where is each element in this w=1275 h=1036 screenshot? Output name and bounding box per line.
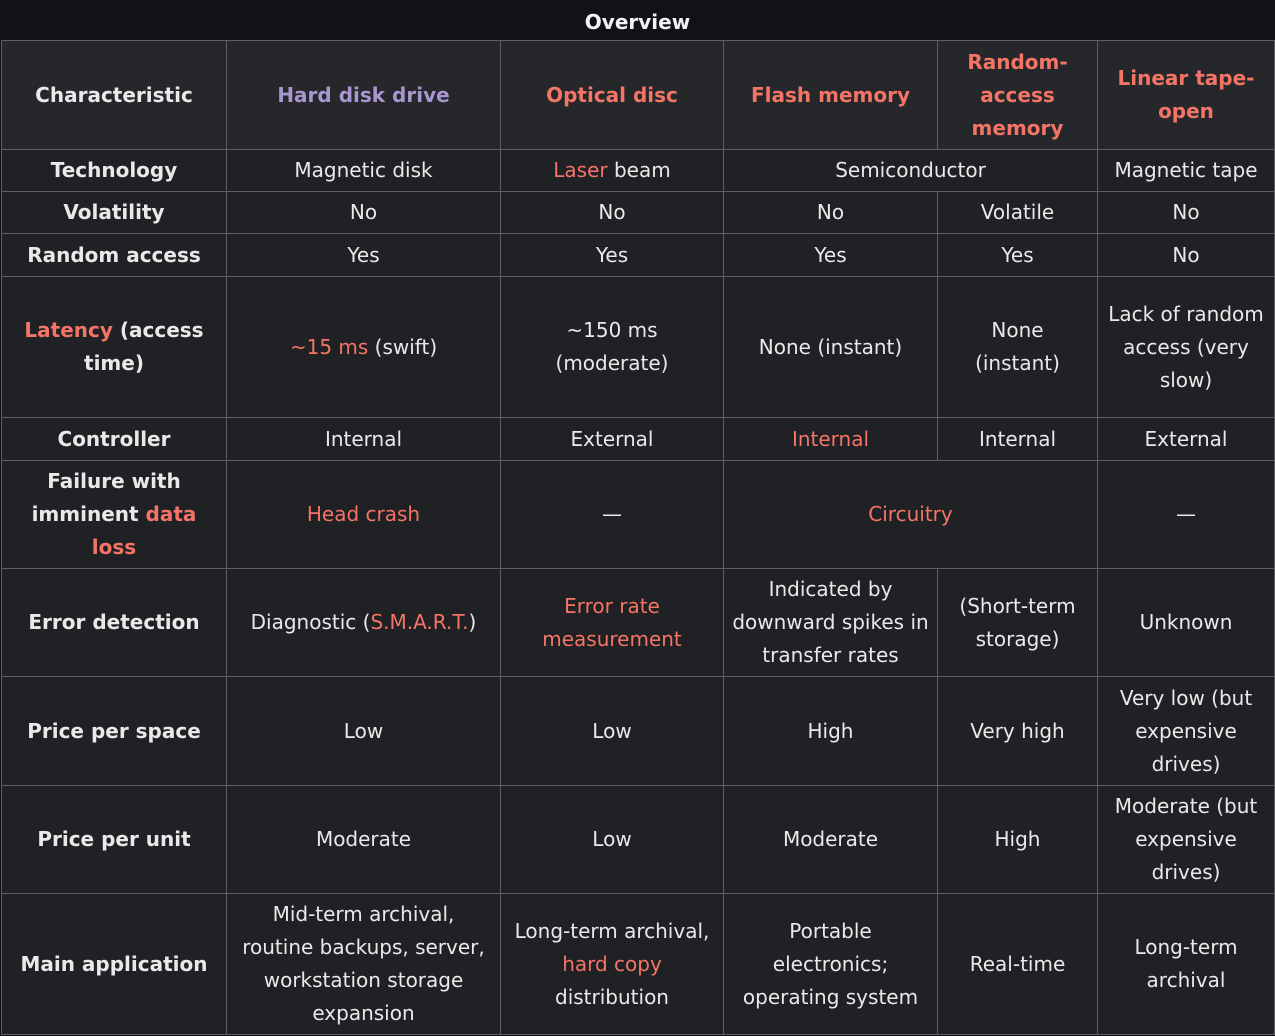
cell-lto-failure: — xyxy=(1098,461,1275,569)
cell-ram-error-detection: (Short-term storage) xyxy=(938,569,1098,677)
cell-lto-volatility: No xyxy=(1098,192,1275,234)
cell-lto-price-per-space: Very low (but expensive drives) xyxy=(1098,677,1275,786)
cell-flash-volatility: No xyxy=(724,192,938,234)
cell-hdd-volatility: No xyxy=(227,192,501,234)
table-row xyxy=(2,786,1275,894)
laser-link[interactable]: Laser xyxy=(553,158,608,182)
cell-flash-main-application: Portable electronics; operating system xyxy=(724,894,938,1035)
hard-copy-link[interactable]: hard copy xyxy=(562,951,662,976)
cell-optical-price-per-space: Low xyxy=(501,677,724,786)
header-row xyxy=(2,41,1275,150)
table-row xyxy=(2,461,1275,569)
cell-ram-price-per-space: Very high xyxy=(938,677,1098,786)
cell-hdd-failure xyxy=(227,461,501,569)
random-access-memory-link[interactable]: Random-access memory xyxy=(967,49,1068,140)
cell-ram-volatility: Volatile xyxy=(938,192,1098,234)
head-crash-link[interactable]: Head crash xyxy=(306,502,421,526)
flash-controller-link[interactable]: Internal xyxy=(791,426,870,451)
cell-hdd-price-per-unit: Moderate xyxy=(227,786,501,894)
cell-optical-error-detection xyxy=(501,569,724,677)
row-label-error-detection: Error detection xyxy=(2,569,227,677)
row-label-latency xyxy=(2,277,227,418)
hdd-latency-text: (swift) xyxy=(368,334,438,359)
header-random-access-memory[interactable] xyxy=(938,41,1098,150)
data-loss-link[interactable]: data loss xyxy=(91,502,197,559)
cell-ram-price-per-unit: High xyxy=(938,786,1098,894)
cell-ram-random-access: Yes xyxy=(938,234,1098,277)
header-linear-tape-open[interactable] xyxy=(1098,41,1275,150)
cell-flash-controller xyxy=(724,418,938,461)
cell-optical-latency: ~150 ms (moderate) xyxy=(501,277,724,418)
hard-disk-drive-link[interactable]: Hard disk drive xyxy=(277,82,450,107)
table-row xyxy=(2,418,1275,461)
long-term-archival-text: Long-term archival, xyxy=(514,918,710,943)
cell-ram-main-application: Real-time xyxy=(938,894,1098,1035)
cell-optical-technology xyxy=(501,150,724,192)
row-label-technology: Technology xyxy=(2,150,227,192)
cell-flash-random-access: Yes xyxy=(724,234,938,277)
cell-hdd-main-application: Mid-term archival, routine backups, server, workstation storage expansion xyxy=(227,894,501,1035)
cell-optical-random-access: Yes xyxy=(501,234,724,277)
header-flash-memory[interactable] xyxy=(724,41,938,150)
failure-label-text: Failure with imminent xyxy=(31,469,181,526)
row-label-price-per-space: Price per space xyxy=(2,677,227,786)
cell-optical-main-application xyxy=(501,894,724,1035)
hdd-latency-link[interactable]: ~15 ms xyxy=(289,334,369,359)
flash-memory-link[interactable]: Flash memory xyxy=(750,82,910,107)
table-row xyxy=(2,677,1275,786)
header-hard-disk-drive[interactable] xyxy=(227,41,501,150)
row-label-random-access: Random access xyxy=(2,234,227,277)
cell-flash-ram-failure xyxy=(724,461,1098,569)
cell-lto-latency: Lack of random access (very slow) xyxy=(1098,277,1275,418)
cell-hdd-price-per-space: Low xyxy=(227,677,501,786)
cell-hdd-random-access: Yes xyxy=(227,234,501,277)
cell-lto-main-application: Long-term archival xyxy=(1098,894,1275,1035)
cell-optical-failure: — xyxy=(501,461,724,569)
cell-lto-price-per-unit: Moderate (but expensive drives) xyxy=(1098,786,1275,894)
table-row xyxy=(2,150,1275,192)
table-row xyxy=(2,277,1275,418)
distribution-text: distribution xyxy=(555,984,669,1009)
cell-lto-random-access: No xyxy=(1098,234,1275,277)
circuitry-link[interactable]: Circuitry xyxy=(868,502,953,526)
row-label-failure xyxy=(2,461,227,569)
cell-flash-price-per-space: High xyxy=(724,677,938,786)
cell-flash-error-detection: Indicated by downward spikes in transfer rates xyxy=(724,569,938,677)
cell-flash-latency: None (instant) xyxy=(724,277,938,418)
cell-hdd-latency xyxy=(227,277,501,418)
storage-comparison-table xyxy=(1,40,1275,1035)
table-row xyxy=(2,192,1275,234)
latency-link[interactable]: Latency xyxy=(24,318,113,342)
latency-label-text: (access time) xyxy=(84,318,204,375)
cell-hdd-error-detection xyxy=(227,569,501,677)
cell-optical-price-per-unit: Low xyxy=(501,786,724,894)
row-label-price-per-unit: Price per unit xyxy=(2,786,227,894)
cell-optical-volatility: No xyxy=(501,192,724,234)
smart-link[interactable]: S.M.A.R.T. xyxy=(370,610,469,634)
beam-text: beam xyxy=(607,158,671,182)
linear-tape-open-link[interactable]: Linear tape-open xyxy=(1117,66,1255,123)
cell-lto-controller: External xyxy=(1098,418,1275,461)
row-label-controller: Controller xyxy=(2,418,227,461)
cell-hdd-technology: Magnetic disk xyxy=(227,150,501,192)
row-label-main-application: Main application xyxy=(2,894,227,1035)
cell-flash-ram-technology: Semiconductor xyxy=(724,150,1098,192)
cell-optical-controller: External xyxy=(501,418,724,461)
cell-lto-technology: Magnetic tape xyxy=(1098,150,1275,192)
optical-disc-link[interactable]: Optical disc xyxy=(546,82,678,107)
cell-lto-error-detection: Unknown xyxy=(1098,569,1275,677)
table-caption: Overview xyxy=(584,10,691,34)
table-row xyxy=(2,569,1275,677)
header-characteristic: Characteristic xyxy=(2,41,227,150)
header-optical-disc[interactable] xyxy=(501,41,724,150)
cell-hdd-controller: Internal xyxy=(227,418,501,461)
table-row xyxy=(2,234,1275,277)
diagnostic-close-text: ) xyxy=(468,610,477,634)
row-label-volatility: Volatility xyxy=(2,192,227,234)
cell-ram-latency: None (instant) xyxy=(938,277,1098,418)
cell-ram-controller: Internal xyxy=(938,418,1098,461)
error-rate-link[interactable]: Error rate measurement xyxy=(542,593,682,651)
table-row xyxy=(2,894,1275,1035)
diagnostic-text: Diagnostic ( xyxy=(250,610,371,634)
cell-flash-price-per-unit: Moderate xyxy=(724,786,938,894)
